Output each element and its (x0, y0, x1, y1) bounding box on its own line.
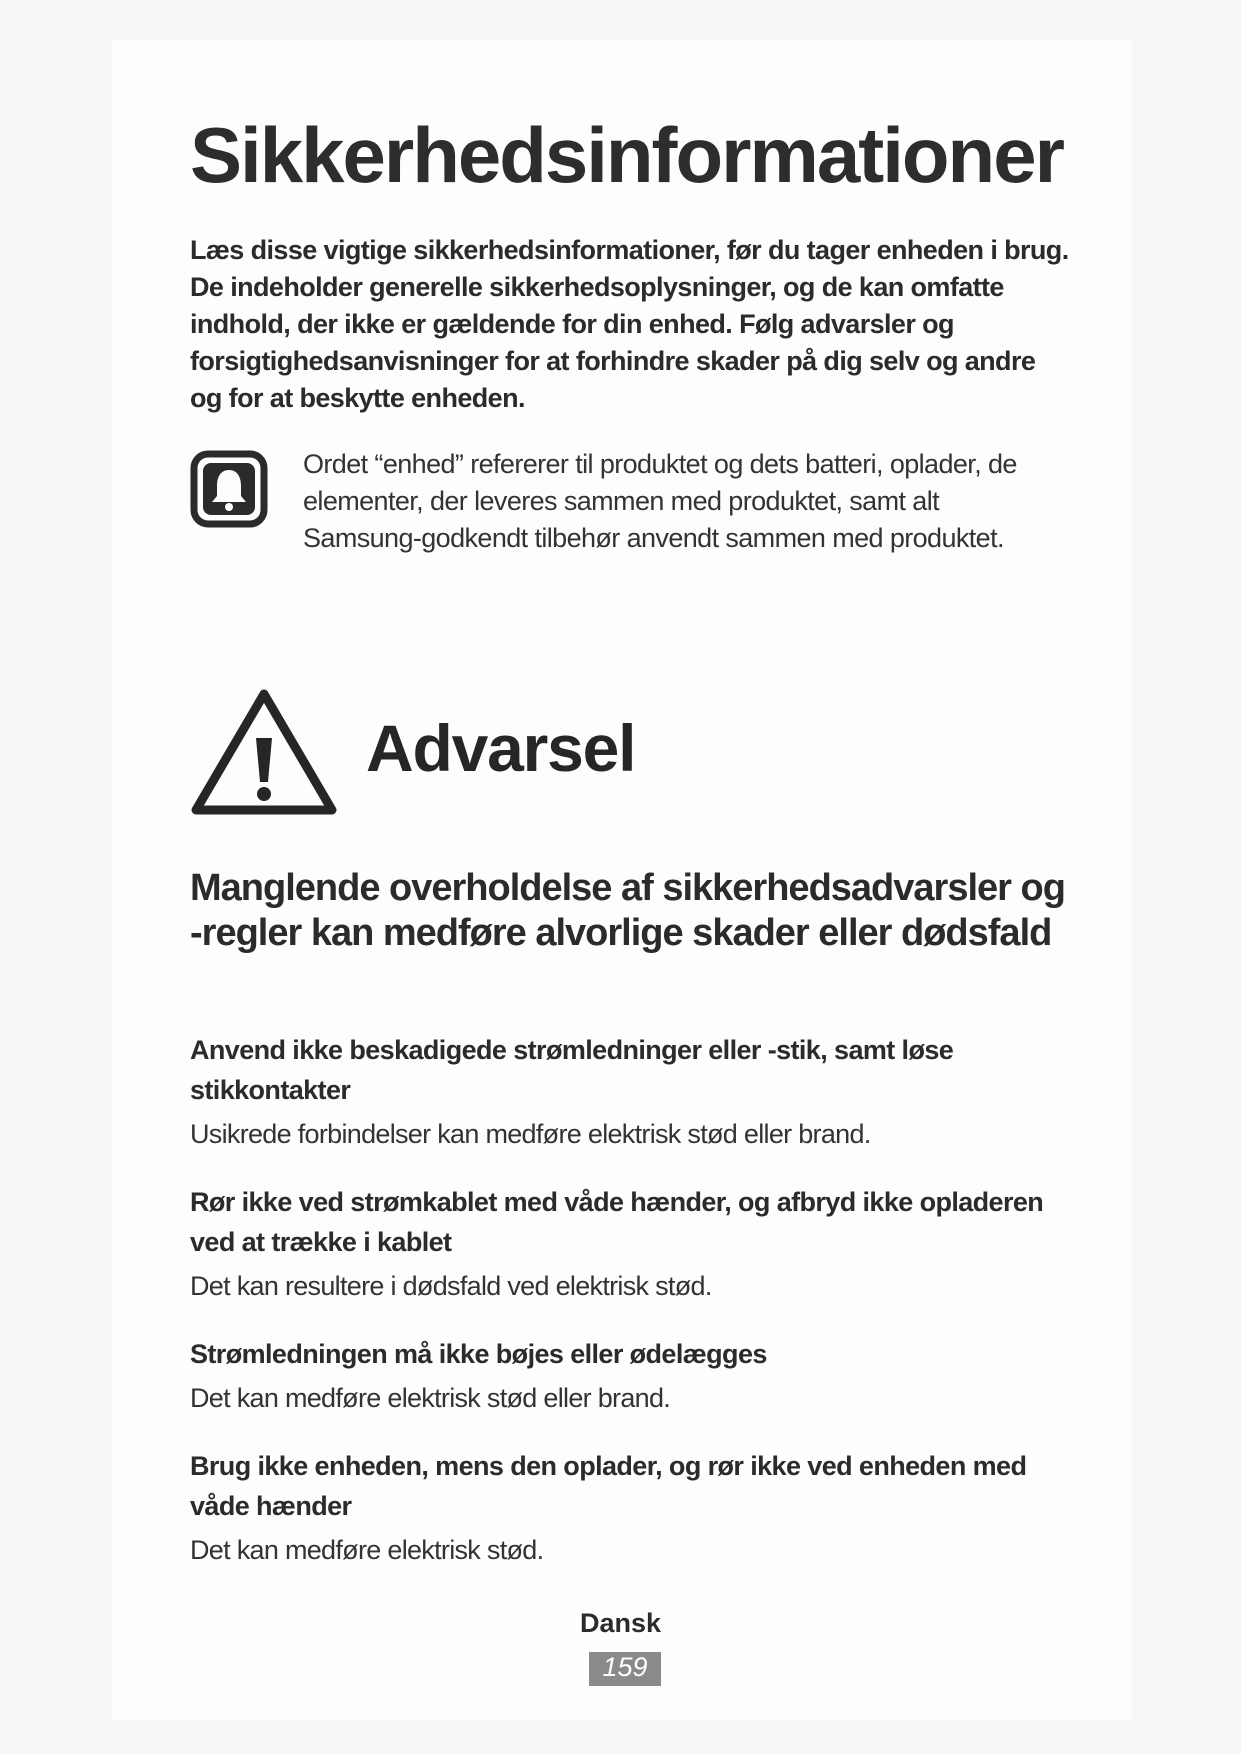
item-body: Det kan resultere i dødsfald ved elektrisk stød. (190, 1271, 712, 1301)
item-body: Usikrede forbindelser kan medføre elektrisk stød eller brand. (190, 1119, 871, 1149)
page-number: 159 (589, 1652, 661, 1686)
item-body: Det kan medføre elektrisk stød. (190, 1535, 544, 1565)
list-item (190, 1030, 1070, 1154)
note-text: Ordet “enhed” refererer til produktet og dets batteri, oplader, de elementer, der leveres sammen med produktet, samt alt Samsung-godkendt tilbehør anvendt sammen med produktet. (303, 449, 1017, 553)
section-heading: Manglende overholdelse af sikkerhedsadvarsler og -regler kan medføre alvorlige skader eller dødsfald (190, 867, 1065, 954)
item-title: Anvend ikke beskadigede strømledninger eller -stik, samt løse stikkontakter (190, 1035, 954, 1105)
list-item (190, 1334, 1070, 1418)
warning-heading: Advarsel (366, 711, 636, 785)
intro-paragraph: Læs disse vigtige sikkerhedsinformationer, før du tager enheden i brug. De indeholder generelle sikkerhedsoplysninger, og de kan omfatte indhold, der ikke er gældende for din enhed. Følg advarsler og forsigtighedsanvisninger for at forhindre skader på dig selv og andre og for at beskytte enheden. (190, 235, 1069, 413)
warning-triangle-icon (190, 686, 338, 818)
list-item (190, 1182, 1070, 1306)
footer-language: Dansk (579, 1608, 662, 1638)
page-title: Sikkerhedsinformationer (190, 111, 1063, 199)
item-title: Rør ikke ved strømkablet med våde hænder, og afbryd ikke opladeren ved at trække i kablet (190, 1187, 1044, 1257)
bell-notice-icon (190, 450, 268, 528)
safety-items-list (190, 1030, 1070, 1598)
item-body: Det kan medføre elektrisk stød eller brand. (190, 1383, 671, 1413)
item-title: Strømledningen må ikke bøjes eller ødelægges (190, 1339, 767, 1369)
list-item (190, 1446, 1070, 1570)
item-title: Brug ikke enheden, mens den oplader, og rør ikke ved enheden med våde hænder (190, 1451, 1027, 1521)
